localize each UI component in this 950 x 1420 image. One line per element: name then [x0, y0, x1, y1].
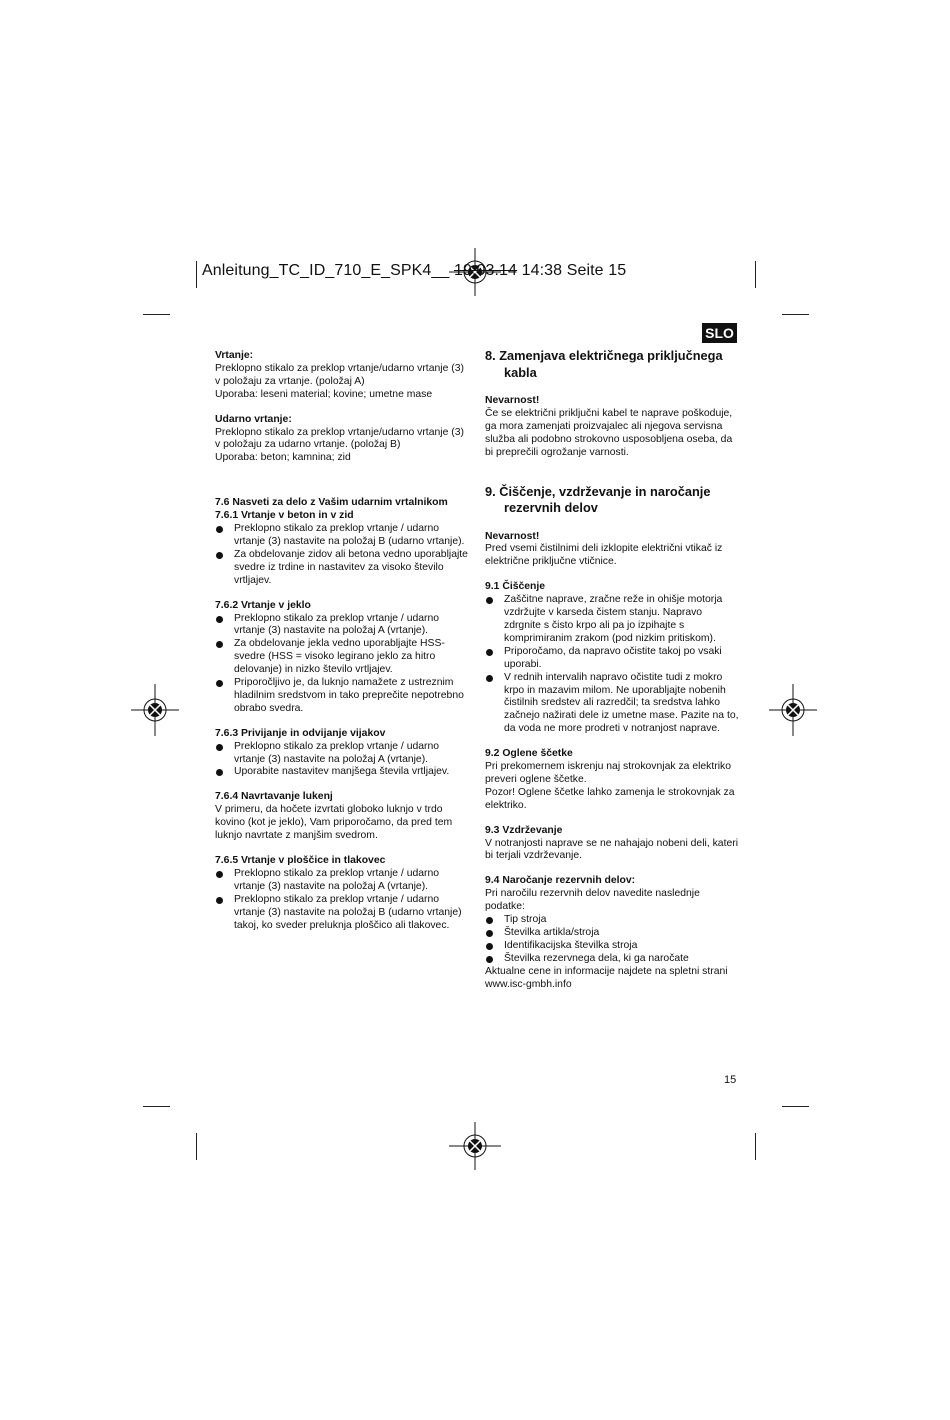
section-8-warning: Nevarnost!: [485, 395, 540, 406]
section-7-6-1-heading: 7.6.1 Vrtanje v beton in v zid: [215, 510, 354, 522]
list-item: Številka artikla/stroja: [485, 927, 740, 940]
slug-time-page: 14:38 Seite 15: [517, 262, 627, 279]
slug-filename: Anleitung_TC_ID_710_E_SPK4__: [202, 262, 454, 279]
list-item: V rednih intervalih napravo očistite tudi z mokro krpo in mazavim milom. Ne uporabljajte nobenih čistilnih sredstev ali razredčil; ta sredstva lahko začnejo nažirati dele iz umetne mase. Pazite na to, da voda ne more prodreti v notranjost naprave.: [485, 672, 740, 737]
list-item: Številka rezervnega dela, ki ga naročate: [485, 953, 740, 966]
vrtanje-body: Preklopno stikalo za preklop vrtanje/udarno vrtanje (3) v položaju za vrtanje. (položaj A): [215, 362, 464, 387]
right-column: [485, 348, 740, 992]
left-column: [215, 350, 470, 932]
list-item: Preklopno stikalo za preklop vrtanje / udarno vrtanje (3) nastavite na položaj B (udarno vrtanje).: [215, 523, 470, 549]
list-item: Priporočljivo je, da luknjo namažete z ustreznim hladilnim sredstvom in tako preprečite nepotrebno obrabo svedra.: [215, 677, 470, 716]
section-7-6-3-list: [215, 741, 470, 780]
list-item: Preklopno stikalo za preklop vrtanje / udarno vrtanje (3) nastavite na položaj A (vrtanje).: [215, 868, 470, 894]
udarno-body: Preklopno stikalo za preklop vrtanje/udarno vrtanje (3) v položaju za udarno vrtanje. (položaj B): [215, 426, 464, 451]
vrtanje-heading: Vrtanje:: [215, 350, 254, 361]
crop-mark: [782, 314, 809, 315]
registration-mark-icon: [131, 684, 179, 736]
section-9-3-heading: 9.3 Vzdrževanje: [485, 824, 563, 836]
section-9-2-body: Pri prekomernem iskrenju naj strokovnjak za elektriko preveri oglene ščetke.: [485, 761, 732, 785]
vrtanje-use: Uporaba: leseni material; kovine; umetne mase: [215, 388, 433, 400]
section-7-6-4-heading: 7.6.4 Navrtavanje lukenj: [215, 791, 333, 803]
list-item: Priporočamo, da napravo očistite takoj po vsaki uporabi.: [485, 646, 740, 672]
section-9-body: Pred vsemi čistilnimi deli izklopite električni vtikač iz električne priključne vtičnice.: [485, 543, 723, 568]
list-item: Za obdelovanje jekla vedno uporabljajte HSS-svedre (HSS = visoko legirano jeklo za hitro delovanje) in nizko število vrtljajev.: [215, 638, 470, 677]
list-item: Zaščitne naprave, zračne reže in ohišje motorja vzdržujte v karseda čistem stanju. Napravo zdrgnite s čisto krpo ali pa jo izpihajte s komprimiranim zrakom (pod nizkim pritiskom).: [485, 594, 740, 646]
section-7-6-5-list: [215, 868, 470, 933]
section-9-4-outro: Aktualne cene in informacije najdete na spletni strani: [485, 965, 728, 977]
registration-mark-icon: [769, 684, 817, 736]
udarno-heading: Udarno vrtanje:: [215, 413, 292, 425]
section-9-heading: 9. Čiščenje, vzdrževanje in naročanje rezervnih delov: [485, 483, 711, 516]
list-item: Tip stroja: [485, 914, 740, 927]
section-7-6-3-heading: 7.6.3 Privijanje in odvijanje vijakov: [215, 727, 386, 739]
crop-mark: [196, 261, 197, 288]
print-slug: [202, 262, 626, 280]
udarno-use: Uporaba: beton; kamnina; zid: [215, 452, 351, 464]
section-9-1-list: [485, 594, 740, 736]
list-item: Preklopno stikalo za preklop vrtanje / udarno vrtanje (3) nastavite na položaj B (udarno vrtanje) takoj, ko sveder preluknja ploščico ali tlakovec.: [215, 894, 470, 933]
section-7-6-2-list: [215, 613, 470, 716]
section-9-3-body: V notranjosti naprave se ne nahajajo nobeni deli, kateri bi terjali vzdrževanje.: [485, 837, 739, 862]
section-7-6-heading: 7.6 Nasveti za delo z Vašim udarnim vrtalnikom: [215, 497, 448, 509]
section-8-body: Če se električni priključni kabel te naprave poškoduje, ga mora zamenjati proizvajalec ali njegova servisna služba ali podobno strokovno usposobljena oseba, da bi preprečili ogrožanje varnosti.: [485, 407, 733, 458]
section-9-1-heading: 9.1 Čiščenje: [485, 581, 546, 593]
section-7-6-2-heading: 7.6.2 Vrtanje v jeklo: [215, 599, 311, 611]
section-7-6-4-body: V primeru, da hočete izvrtati globoko luknjo v trdo kovino (kot je jeklo), Vam priporočamo, da pred tem luknjo navrtate z manjšim svedrom.: [215, 804, 453, 842]
section-9-2-heading: 9.2 Oglene ščetke: [485, 748, 573, 760]
section-9-4-intro: Pri naročilu rezervnih delov navedite naslednje podatke:: [485, 888, 700, 913]
section-7-6-1-list: [215, 523, 470, 588]
crop-mark: [196, 1133, 197, 1160]
section-9-4-list: [485, 914, 740, 966]
crop-mark: [755, 261, 756, 288]
list-item: Preklopno stikalo za preklop vrtanje / udarno vrtanje (3) nastavite na položaj A (vrtanje).: [215, 613, 470, 639]
crop-mark: [755, 1133, 756, 1160]
section-8-heading: 8. Zamenjava električnega priključnega kabla: [485, 348, 723, 380]
section-7-6-5-heading: 7.6.5 Vrtanje v ploščice in tlakovec: [215, 855, 386, 866]
page-number: 15: [724, 1074, 737, 1086]
list-item: Uporabite nastavitev manjšega števila vrtljajev.: [215, 766, 470, 779]
crop-mark: [782, 1106, 809, 1107]
section-9-warning: Nevarnost!: [485, 530, 540, 542]
website-link: www.isc-gmbh.info: [485, 978, 572, 990]
language-badge: SLO: [702, 323, 737, 343]
registration-mark-icon: [449, 1122, 501, 1170]
crop-mark: [143, 1106, 170, 1107]
section-9-4-heading: 9.4 Naročanje rezervnih delov:: [485, 875, 636, 887]
slug-date: 19.03.14: [453, 262, 518, 279]
list-item: Preklopno stikalo za preklop vrtanje / udarno vrtanje (3) nastavite na položaj A (vrtanje).: [215, 741, 470, 767]
crop-mark: [143, 314, 170, 315]
list-item: Identifikacijska številka stroja: [485, 940, 740, 953]
section-9-2-warning: Pozor! Oglene ščetke lahko zamenja le strokovnjak za elektriko.: [485, 786, 735, 811]
list-item: Za obdelovanje zidov ali betona vedno uporabljajte svedre iz trdine in nastavitev za visoko število vrtljajev.: [215, 549, 470, 588]
